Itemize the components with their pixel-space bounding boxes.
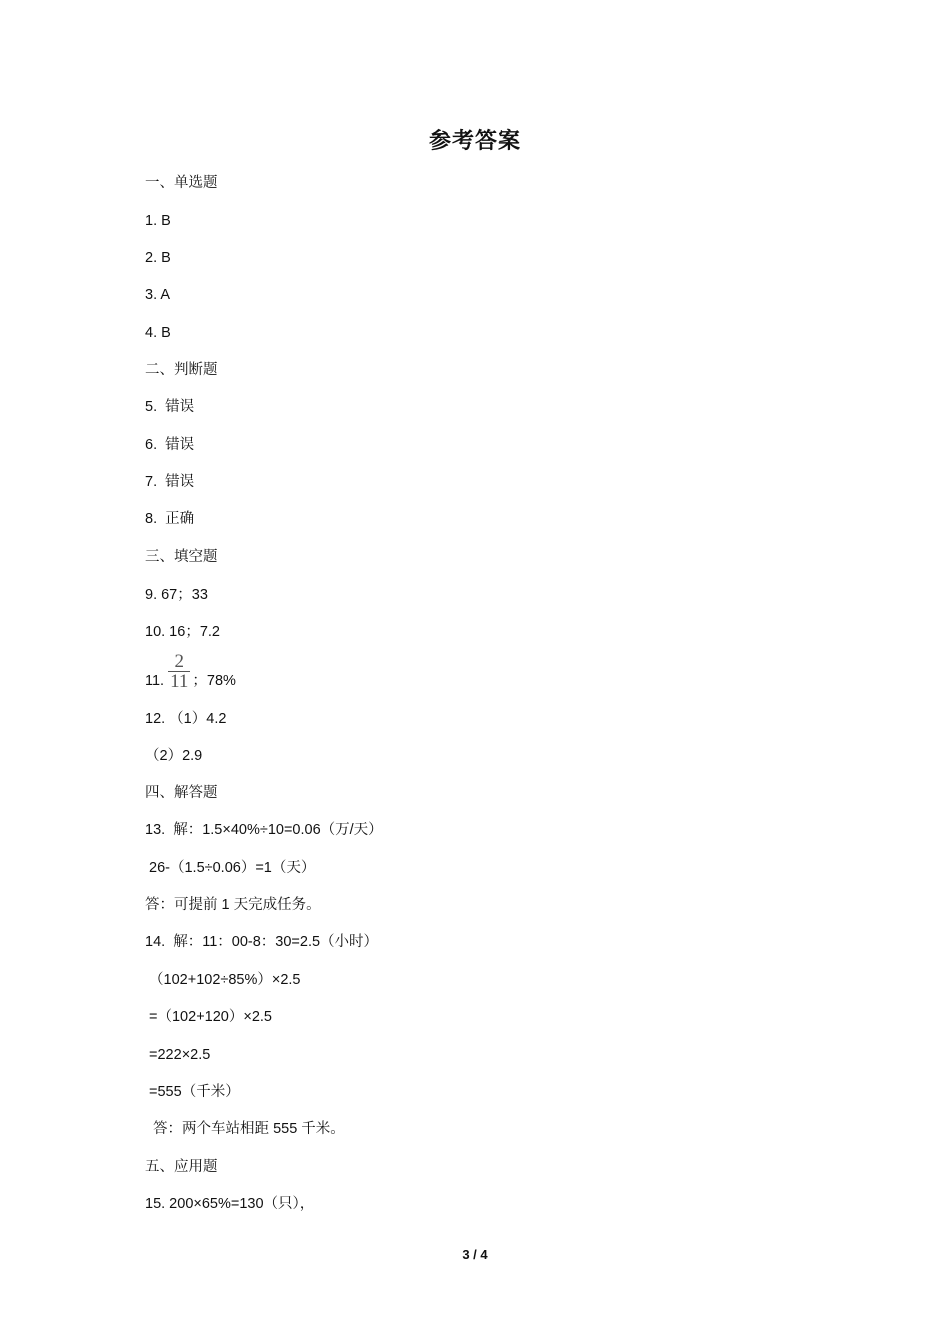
answer-line: 13. 解：1.5×40%÷10=0.06（万/天） [145, 822, 383, 838]
answer-line: 2. B [145, 250, 171, 266]
section-heading-application: 五、应用题 [145, 1159, 218, 1175]
answer-line-with-fraction [145, 652, 236, 691]
answer-line: 8. 正确 [145, 511, 195, 527]
section-heading-single-choice: 一、单选题 [145, 175, 218, 191]
answer-suffix: ；78% [192, 673, 236, 689]
answer-line: 26-（1.5÷0.06）=1（天） [145, 860, 316, 876]
answer-line: =222×2.5 [145, 1047, 211, 1063]
answer-line: （2）2.9 [145, 748, 203, 764]
answer-prefix: 11. [145, 673, 165, 689]
answer-line: 10. 16；7.2 [145, 624, 220, 640]
answer-line: 15. 200×65%=130（只）， [145, 1196, 315, 1212]
answer-line: 答：可提前 1 天完成任务。 [145, 897, 321, 913]
section-heading-fill-blank: 三、填空题 [145, 549, 218, 565]
answer-line: 5. 错误 [145, 399, 195, 415]
page-title: 参考答案 [428, 128, 521, 153]
section-heading-solve: 四、解答题 [145, 785, 218, 801]
answer-line: 9. 67；33 [145, 587, 208, 603]
answer-line: =（102+120）×2.5 [145, 1009, 272, 1025]
answer-line: 14. 解：11：00-8：30=2.5（小时） [145, 934, 379, 950]
fraction-numerator: 2 [174, 651, 184, 672]
answer-line: 6. 错误 [145, 437, 195, 453]
answer-line: 1. B [145, 213, 171, 229]
page-indicator: 3 / 4 [462, 1247, 488, 1262]
answer-line: =555（千米） [145, 1084, 240, 1100]
fraction [168, 652, 190, 691]
fraction-denominator: 11 [170, 671, 189, 692]
answer-line: 答：两个车站相距 555 千米。 [145, 1121, 345, 1137]
answer-line: 4. B [145, 325, 171, 341]
answer-line: 7. 错误 [145, 474, 195, 490]
answer-line: 3. A [145, 287, 170, 303]
section-heading-true-false: 二、判断题 [145, 362, 218, 378]
answer-line: 12. （1）4.2 [145, 711, 227, 727]
answer-line: （102+102÷85%）×2.5 [145, 972, 301, 988]
